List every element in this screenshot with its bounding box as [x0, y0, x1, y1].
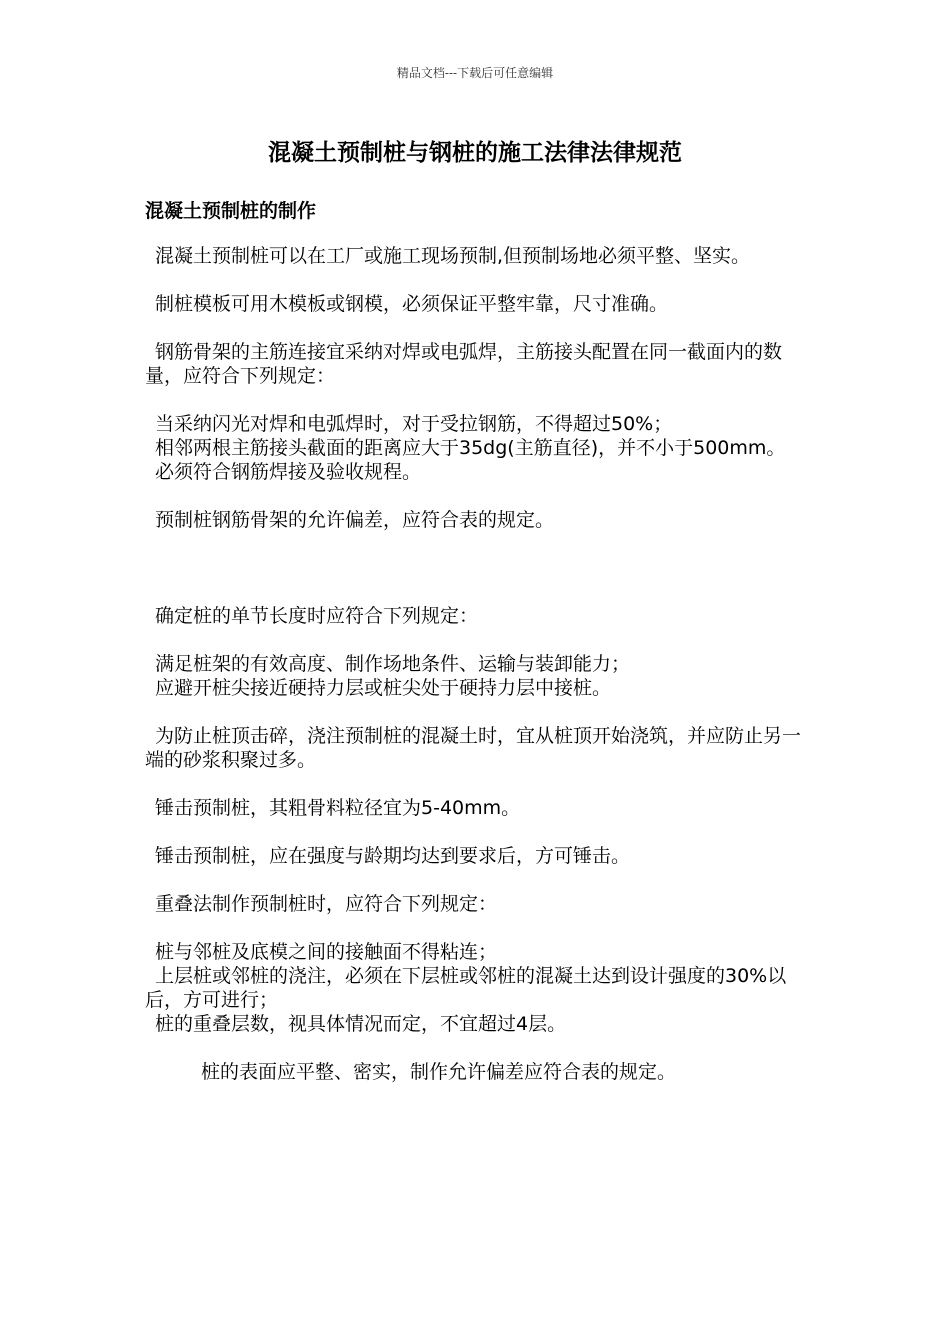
- paragraph: 钢筋骨架的主筋连接宜采纳对焊或电弧焊，主筋接头配置在同一截面内的数量，应符合下列规定：: [145, 341, 783, 387]
- list-item: 必须符合钢筋焊接及验收规程。: [155, 461, 422, 483]
- list-item: 应避开桩尖接近硬持力层或桩尖处于硬持力层中接桩。: [155, 677, 612, 699]
- paragraph: 确定桩的单节长度时应符合下列规定：: [155, 605, 479, 627]
- document-title: 混凝土预制桩与钢桩的施工法律法律规范: [268, 139, 682, 166]
- section-heading: 混凝土预制桩的制作: [145, 200, 317, 222]
- list-item: 满足桩架的有效高度、制作场地条件、运输与装卸能力；: [155, 653, 631, 675]
- paragraph: 为防止桩顶击碎，浇注预制桩的混凝土时，宜从桩顶开始浇筑，并应防止另一端的砂浆积聚过多。: [145, 725, 802, 771]
- page-header-note: 精品文档---下载后可任意编辑: [396, 66, 554, 80]
- paragraph: 桩的表面应平整、密实，制作允许偏差应符合表的规定。: [201, 1061, 677, 1083]
- list-item: 上层桩或邻桩的浇注，必须在下层桩或邻桩的混凝土达到设计强度的30%以后，方可进行；: [145, 965, 787, 1011]
- document-body: [145, 244, 815, 1084]
- list-item: 桩与邻桩及底模之间的接触面不得粘连；: [155, 941, 498, 963]
- list-item: 桩的重叠层数，视具体情况而定，不宜超过4层。: [155, 1013, 567, 1035]
- list-item: 当采纳闪光对焊和电弧焊时，对于受拉钢筋，不得超过50%；: [155, 413, 673, 435]
- paragraph: 混凝土预制桩可以在工厂或施工现场预制,但预制场地必须平整、坚实。: [155, 245, 751, 267]
- paragraph: 锤击预制桩，应在强度与龄期均达到要求后，方可锤击。: [155, 845, 631, 867]
- paragraph: 锤击预制桩，其粗骨料粒径宜为5-40mm。: [155, 797, 521, 819]
- list-item: 相邻两根主筋接头截面的距离应大于35dg(主筋直径)，并不小于500mm。: [155, 437, 786, 459]
- paragraph: 预制桩钢筋骨架的允许偏差，应符合表的规定。: [155, 509, 555, 531]
- paragraph: 重叠法制作预制桩时，应符合下列规定：: [155, 893, 498, 915]
- paragraph: 制桩模板可用木模板或钢模，必须保证平整牢靠，尺寸准确。: [155, 293, 669, 315]
